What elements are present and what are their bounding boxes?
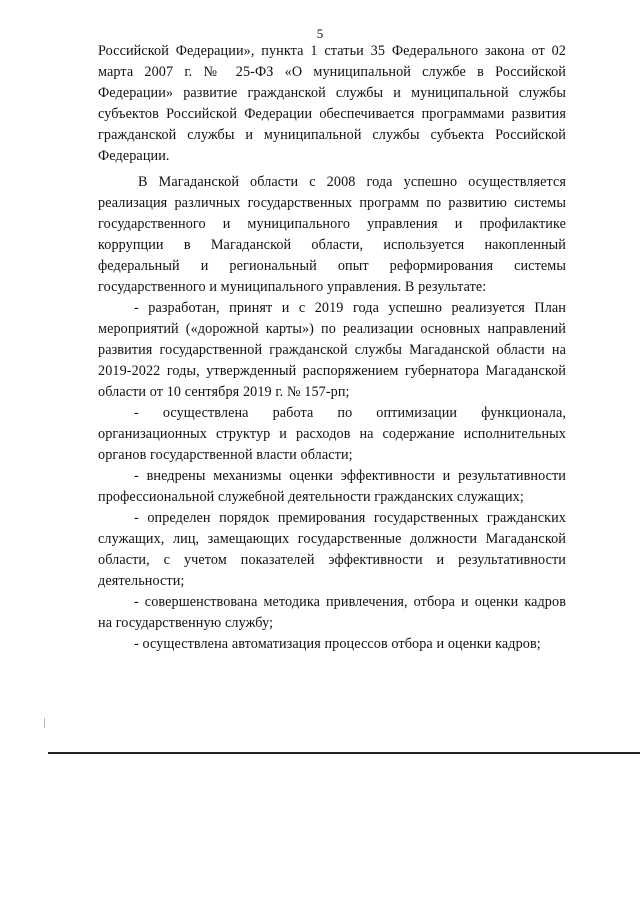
scan-artifact [44,718,45,728]
list-item-bonus-procedure: - определен порядок премирования государственных гражданских служащих, лиц, замещающих государственные должности Магаданской области, с учетом показателей эффективности и результативности деятельности; [98,510,566,589]
list-item-recruitment-method: - совершенствована методика привлечения, отбора и оценки кадров на государственную службу; [98,594,566,631]
list-item-optimization: - осуществлена работа по оптимизации функционала, организационных структур и расходов на содержание исполнительных органов государственной власти области; [98,405,566,463]
scan-bottom-rule [48,752,640,754]
list-item-automation: - осуществлена автоматизация процессов отбора и оценки кадров; [134,636,541,652]
paragraph-continuation: Российской Федерации», пункта 1 статьи 35 Федерального закона от 02 марта 2007 г. № 25-ФЗ «О муниципальной службе в Российской Федерации» развитие гражданской службы и муниципальной службы субъектов Российской Федерации обеспечивается программами развития гражданской службы и муниципальной службы субъекта Российской Федерации. [98,43,566,164]
document-body [98,41,566,655]
paragraph-magadan-programs: В Магаданской области с 2008 года успешно осуществляется реализация различных государственных программ по развитию системы государственного и муниципального управления и профилактике коррупции в Магаданской области, используется накопленный федеральный и региональный опыт реформирования системы государственного и муниципального управления. В результате: [98,174,566,295]
page-number: 5 [316,26,324,41]
list-item-evaluation-mechanisms: - внедрены механизмы оценки эффективности и результативности профессиональной служебной деятельности гражданских служащих; [98,468,566,505]
list-item-roadmap: - разработан, принят и с 2019 года успешно реализуется План мероприятий («дорожной карты») по реализации основных направлений развития государственной гражданской службы Магаданской области на 2019-2022 годы, утвержденный распоряжением губернатора Магаданской области от 10 сентября 2019 г. № 157-рп; [98,300,566,400]
